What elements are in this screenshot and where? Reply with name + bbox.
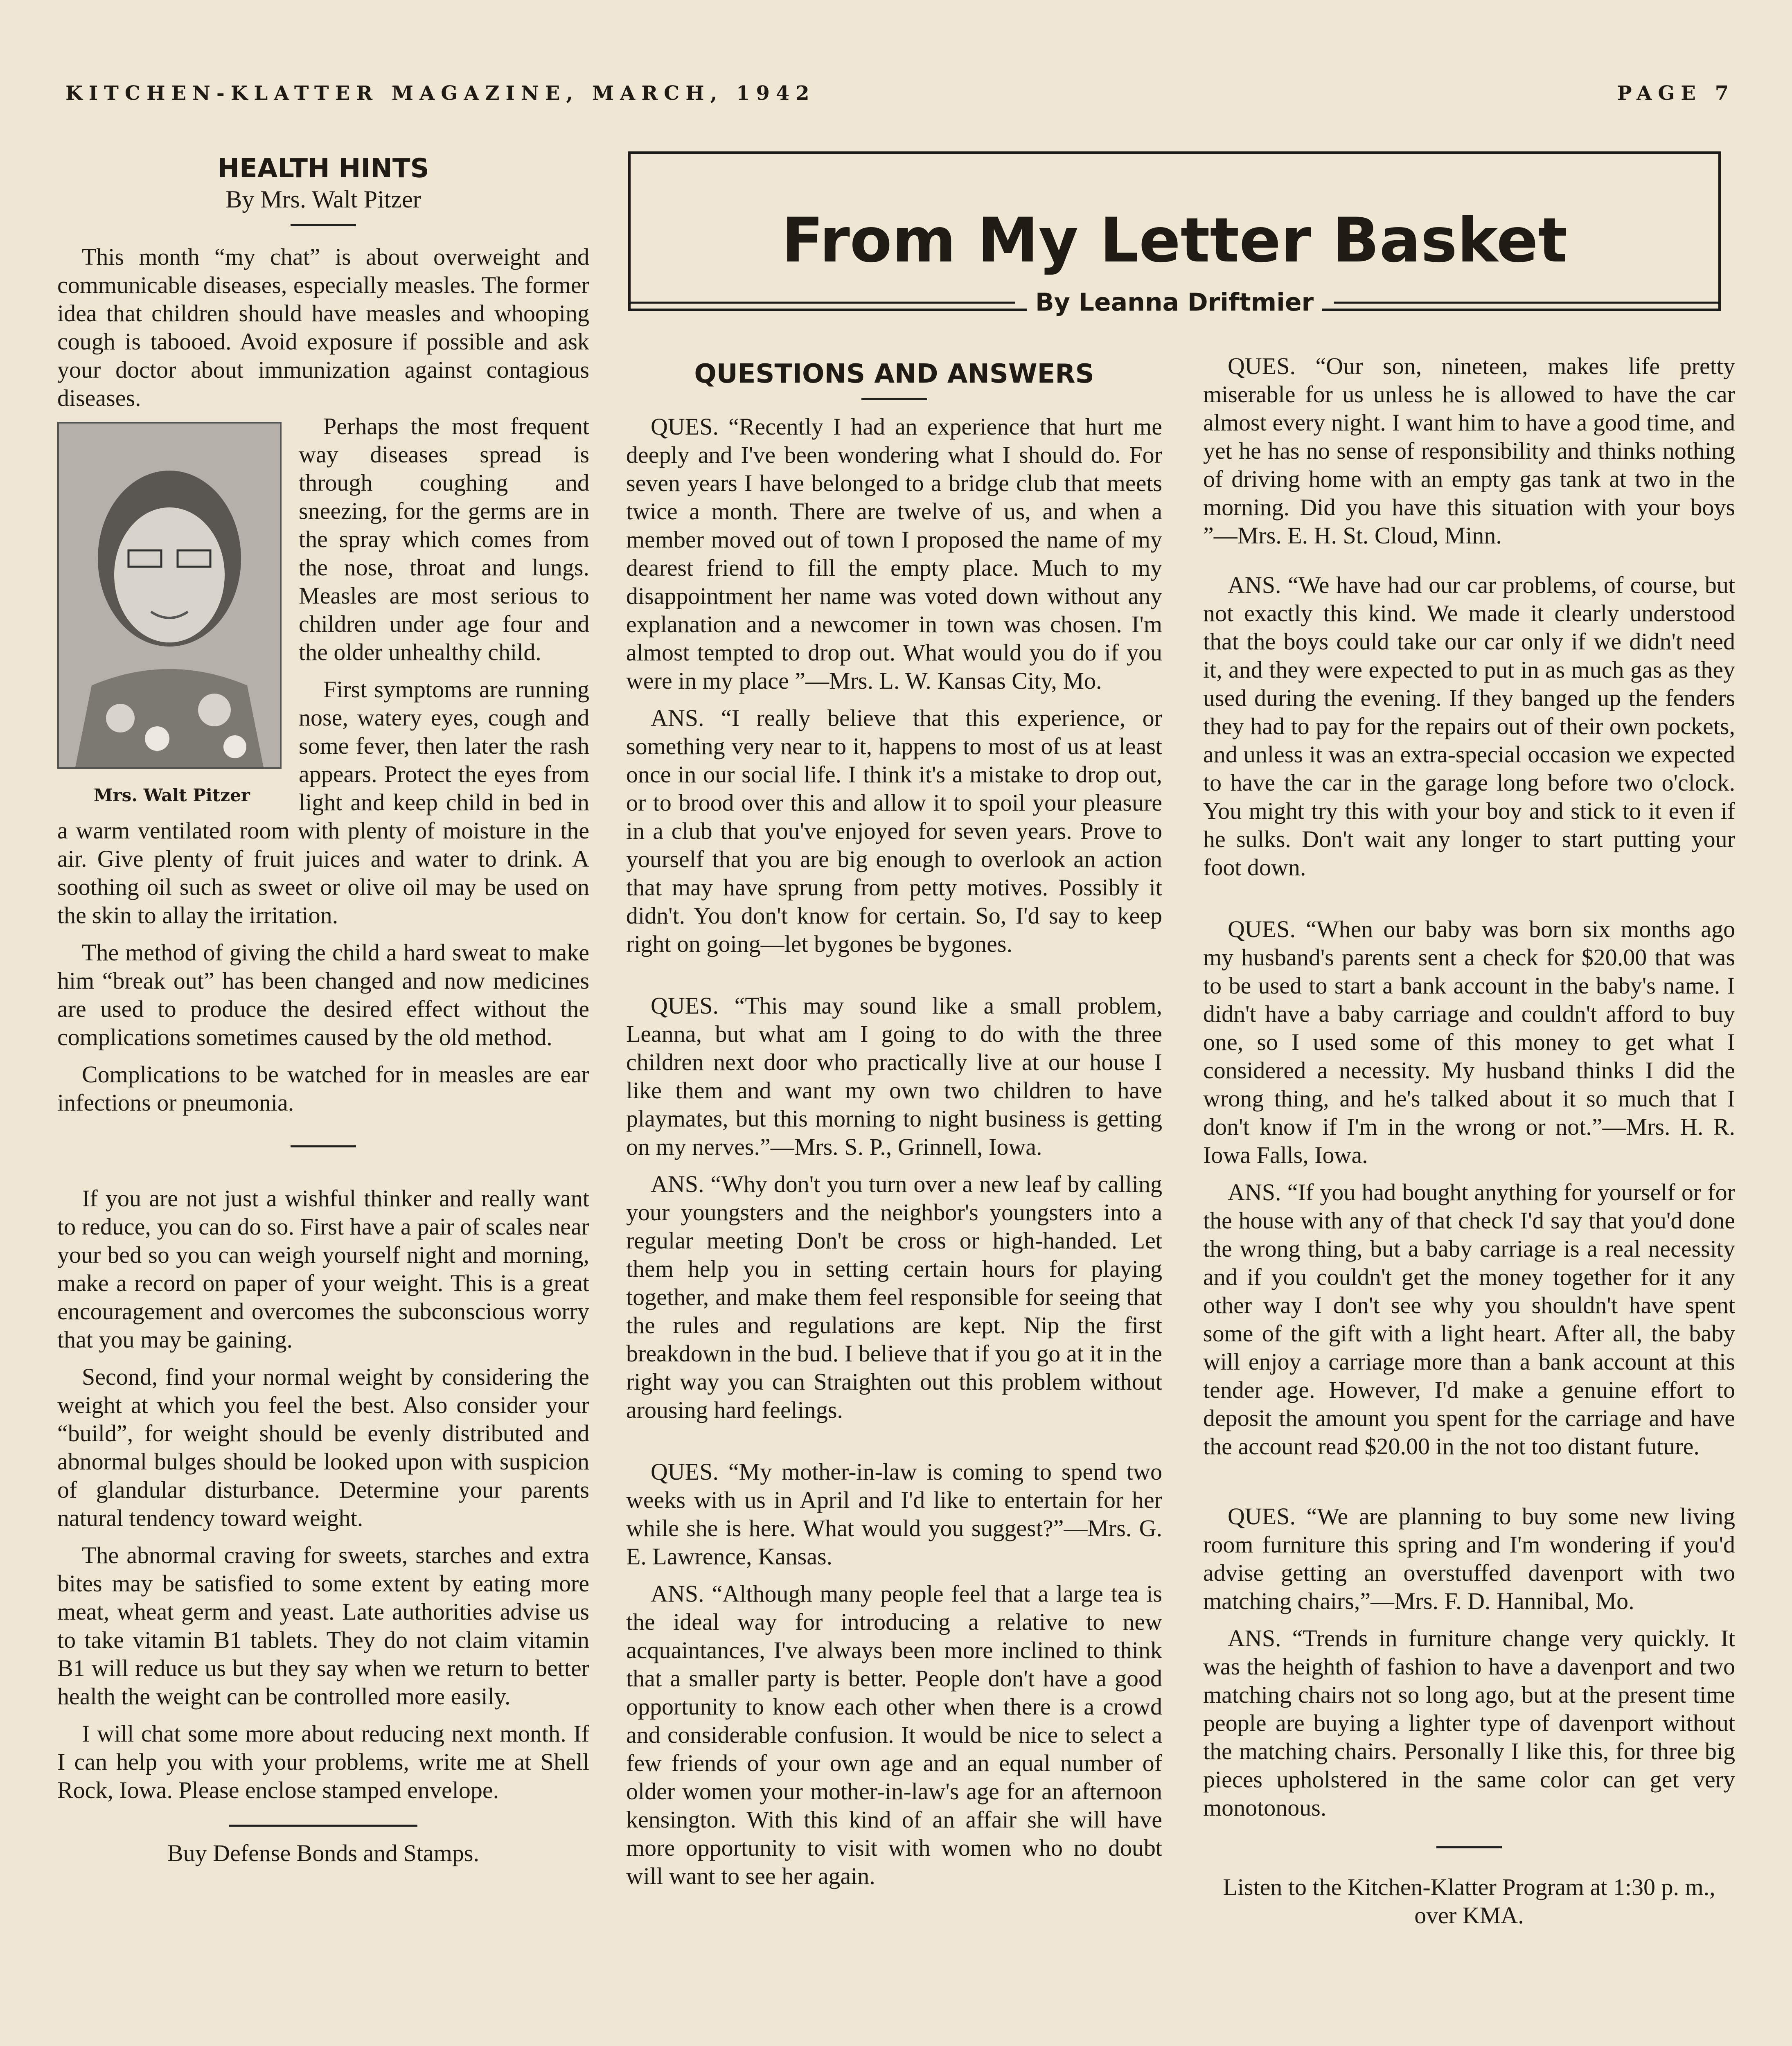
photo-caption: Mrs. Walt Pitzer <box>94 785 250 805</box>
spacer <box>1203 1469 1735 1502</box>
spacer <box>1203 890 1735 915</box>
qa-paragraph: QUES. “This may sound like a small problem, Leanna, but what am I going to do with the three children next door who practically live at our house I like them and want my own two children to have playmates, but this morning to night business is getting on my nerves.”—Mrs. S. P., Grinnell, Iowa. <box>626 992 1162 1160</box>
letter-basket-byline: By Leanna Driftmier <box>1027 288 1322 317</box>
divider <box>291 224 356 226</box>
spacer <box>626 967 1162 991</box>
portrait-image <box>59 424 280 767</box>
letter-basket-column-3 <box>1203 352 1735 1938</box>
byline-rule <box>1334 302 1718 304</box>
qa-paragraph: ANS. “Trends in furniture change very quickly. It was the heighth of fashion to have a davenport and two matching chairs not so long ago, but at the present time people are buying a lighter type of davenport without the matching chairs. Personally I like this, for three big pieces upholstered in the same color can get very monotonous. <box>1203 1625 1735 1821</box>
qa-paragraph: ANS. “I really believe that this experience, or something very near to it, happens to most of us at least once in our social life. I think it's a mistake to drop out, or to brood over this and allow it to spoil your pleasure in a club that you've enjoyed for seven years. Prove to yourself that you are big enough to overlook an action that may have sprung from petty motives. Possibly it didn't. You don't know for certain. So, I'd say to keep right on going—let bygones be bygones. <box>626 705 1162 957</box>
health-hints-intro-lead <box>57 243 589 412</box>
intro-text: This month “my chat” is about overweight and communicable diseases, especially measles. The former idea that children should have measles and whooping cough is tabooed. Avoid exposure if possible and ask your doctor about immunization against contagious diseases. <box>57 243 589 411</box>
spacer <box>1203 559 1735 571</box>
qa-paragraph: ANS. “We have had our car problems, of course, but not exactly this kind. We made it clearly understood that the boys could take our car only if we didn't need it, and they were expected to put in as much gas as they used during the evening. If they banged up the fenders they had to pay for the repairs out of their own pockets, and unless it was an extra-special occasion we expected to have the car in the garage long before two o'clock. You might try this with your boy and stick to it even if he sulks. Don't wait any longer to start putting your foot down. <box>1203 572 1735 881</box>
running-head <box>65 82 1735 105</box>
reducing-paragraph: Second, find your normal weight by considering the weight at which you feel the best. Also consider your “build”, for weight should be evenly distributed and abnormal bulges should be looked upon with suspicion of glandular disturbance. Determine your parents natural tendency toward weight. <box>57 1363 589 1531</box>
qa-paragraph: QUES. “Our son, nineteen, makes life pretty miserable for us unless he is allowed to have the car almost every night. I want him to have a good time, and yet he has no sense of responsibility and thinks nothing of driving home with an empty gas tank at two in the morning. Did you have this situation with your boys ”—Mrs. E. H. St. Cloud, Minn. <box>1203 353 1735 549</box>
qa-paragraph: ANS. “If you had bought anything for yourself or for the house with any of that check I'd say that you'd done the wrong thing, but a baby carriage is a real necessity and if you couldn't get the money together for it any other way I don't see why you shouldn't have spent some of the gift with a light heart. After all, the baby will enjoy a carriage more than a bank account at this tender age. However, I'd make a genuine effort to deposit the amount you spent for the carriage and have the account read $20.00 in the not too distant future. <box>1203 1179 1735 1460</box>
byline-rule <box>631 302 1015 304</box>
divider <box>229 1825 417 1827</box>
qa-paragraph: QUES. “Recently I had an experience that hurt me deeply and I've been wondering what I should do. For seven years I have belonged to a bridge club that meets twice a month. There are twelve of us, and when a member moved out of town I proposed the name of my dearest friend to fill the empty place. Much to my disappointment her name was voted down without any explanation and a newcomer in town was chosen. I'm almost tempted to drop out. What would you do if you were in my place ”—Mrs. L. W. Kansas City, Mo. <box>626 413 1162 694</box>
qa-paragraph: QUES. “My mother-in-law is coming to spend two weeks with us in April and I'd like to entertain for her while she is here. What would you suggest?”—Mrs. G. E. Lawrence, Kansas. <box>626 1458 1162 1570</box>
divider <box>291 1145 356 1147</box>
health-hints-paragraph: The method of giving the child a hard sweat to make him “break out” has been changed and now medicines are used to produce the desired effect without the complications sometimes caused by the old method. <box>57 939 589 1050</box>
qa-paragraph: ANS. “Why don't you turn over a new leaf by calling your youngsters and the neighbor's youngsters into a regular meeting Don't be cross or high-handed. Let them help you in setting certain hours for playing together, and make them feel responsible for seeing that the rules and regulations are kept. Nip the first breakdown in the bud. I believe that if you go at it in the right way you can Straighten out this problem without arousing hard feelings. <box>626 1171 1162 1423</box>
letter-basket-banner <box>628 151 1721 317</box>
author-photo-block <box>57 422 286 809</box>
letter-basket-column-2 <box>626 348 1162 1899</box>
magazine-title: KITCHEN-KLATTER MAGAZINE, MARCH, 1942 <box>65 82 816 105</box>
letter-basket-title: From My Letter Basket <box>781 205 1568 276</box>
health-hints-paragraph: First symptoms are running nose, watery eyes, cough and some fever, then later the rash appears. Protect the eyes from light and keep child in bed in a warm ventilated room with plenty of moisture in the air. Give plenty of fruit juices and water to drink. A soothing oil such as sweet or olive oil may be used on the skin to allay the irritation. <box>57 676 589 928</box>
questions-answers-heading: QUESTIONS AND ANSWERS <box>694 359 1094 389</box>
health-hints-column <box>57 151 589 1876</box>
qa-paragraph: ANS. “Although many people feel that a large tea is the ideal way for introducing a relative to new acquaintances, I've always been more inclined to think that a smaller party is better. People don't have a good opportunity to know each other when there is a crowd and considerable confusion. It would be nice to select a few friends of your own age and an equal number of older women your mother-in-law's age for an afternoon kensington. With this kind of an affair she will have more opportunity to visit with women who no doubt will want to see her again. <box>626 1580 1162 1889</box>
health-hints-byline: By Mrs. Walt Pitzer <box>225 186 421 213</box>
qa-paragraph: QUES. “When our baby was born six months ago my husband's parents sent a check for $20.00 that was to be used to start a bank account in the baby's name. I didn't have a baby carriage and couldn't afford to buy one, so I used some of this money to get what I considered a necessity. My husband thinks I did the wrong thing, and he's talked about it so much that I don't know if I'm in the wrong or not.”—Mrs. H. R. Iowa Falls, Iowa. <box>1203 916 1735 1168</box>
spacer <box>626 1433 1162 1458</box>
page-number: PAGE 7 <box>1617 82 1735 105</box>
reducing-paragraph: I will chat some more about reducing next month. If I can help you with your problems, write me at Shell Rock, Iowa. Please enclose stamped envelope. <box>57 1720 589 1803</box>
kma-program-note: Listen to the Kitchen-Klatter Program at 1:30 p. m., over KMA. <box>1223 1874 1715 1929</box>
divider <box>861 398 927 400</box>
qa-paragraph: QUES. “We are planning to buy some new living room furniture this spring and I'm wondering if you'd advise getting an overstuffed davenport with two matching chairs,”—Mrs. F. D. Hannibal, Mo. <box>1203 1503 1735 1614</box>
reducing-paragraph: If you are not just a wishful thinker and really want to reduce, you can do so. First have a pair of scales near your bed so you can weigh yourself night and morning, make a record on paper of your weight. This is a great encouragement and overcomes the subconscious worry that you may be gaining. <box>57 1185 589 1353</box>
divider <box>1436 1846 1502 1848</box>
health-hints-paragraph: Complications to be watched for in measles are ear infections or pneumonia. <box>57 1061 589 1116</box>
defense-bonds-note: Buy Defense Bonds and Stamps. <box>167 1840 479 1866</box>
reducing-paragraph: The abnormal craving for sweets, starches and extra bites may be satisfied to some extent by eating more meat, wheat germ and yeast. Late authorities advise us to take vitamin B1 tablets. They do not claim vitamin B1 will reduce us but they say when we return to better health the weight can be controlled more easily. <box>57 1542 589 1710</box>
author-photo <box>57 422 282 769</box>
health-hints-paragraph: Perhaps the most frequent way diseases spread is through coughing and sneezing, for the germs are in the spray which comes from the nose, throat and lungs. Measles are most serious to children under age four and the older unhealthy child. <box>299 413 589 665</box>
health-hints-title: HEALTH HINTS <box>217 153 429 184</box>
letter-basket-byline-row <box>631 288 1718 317</box>
